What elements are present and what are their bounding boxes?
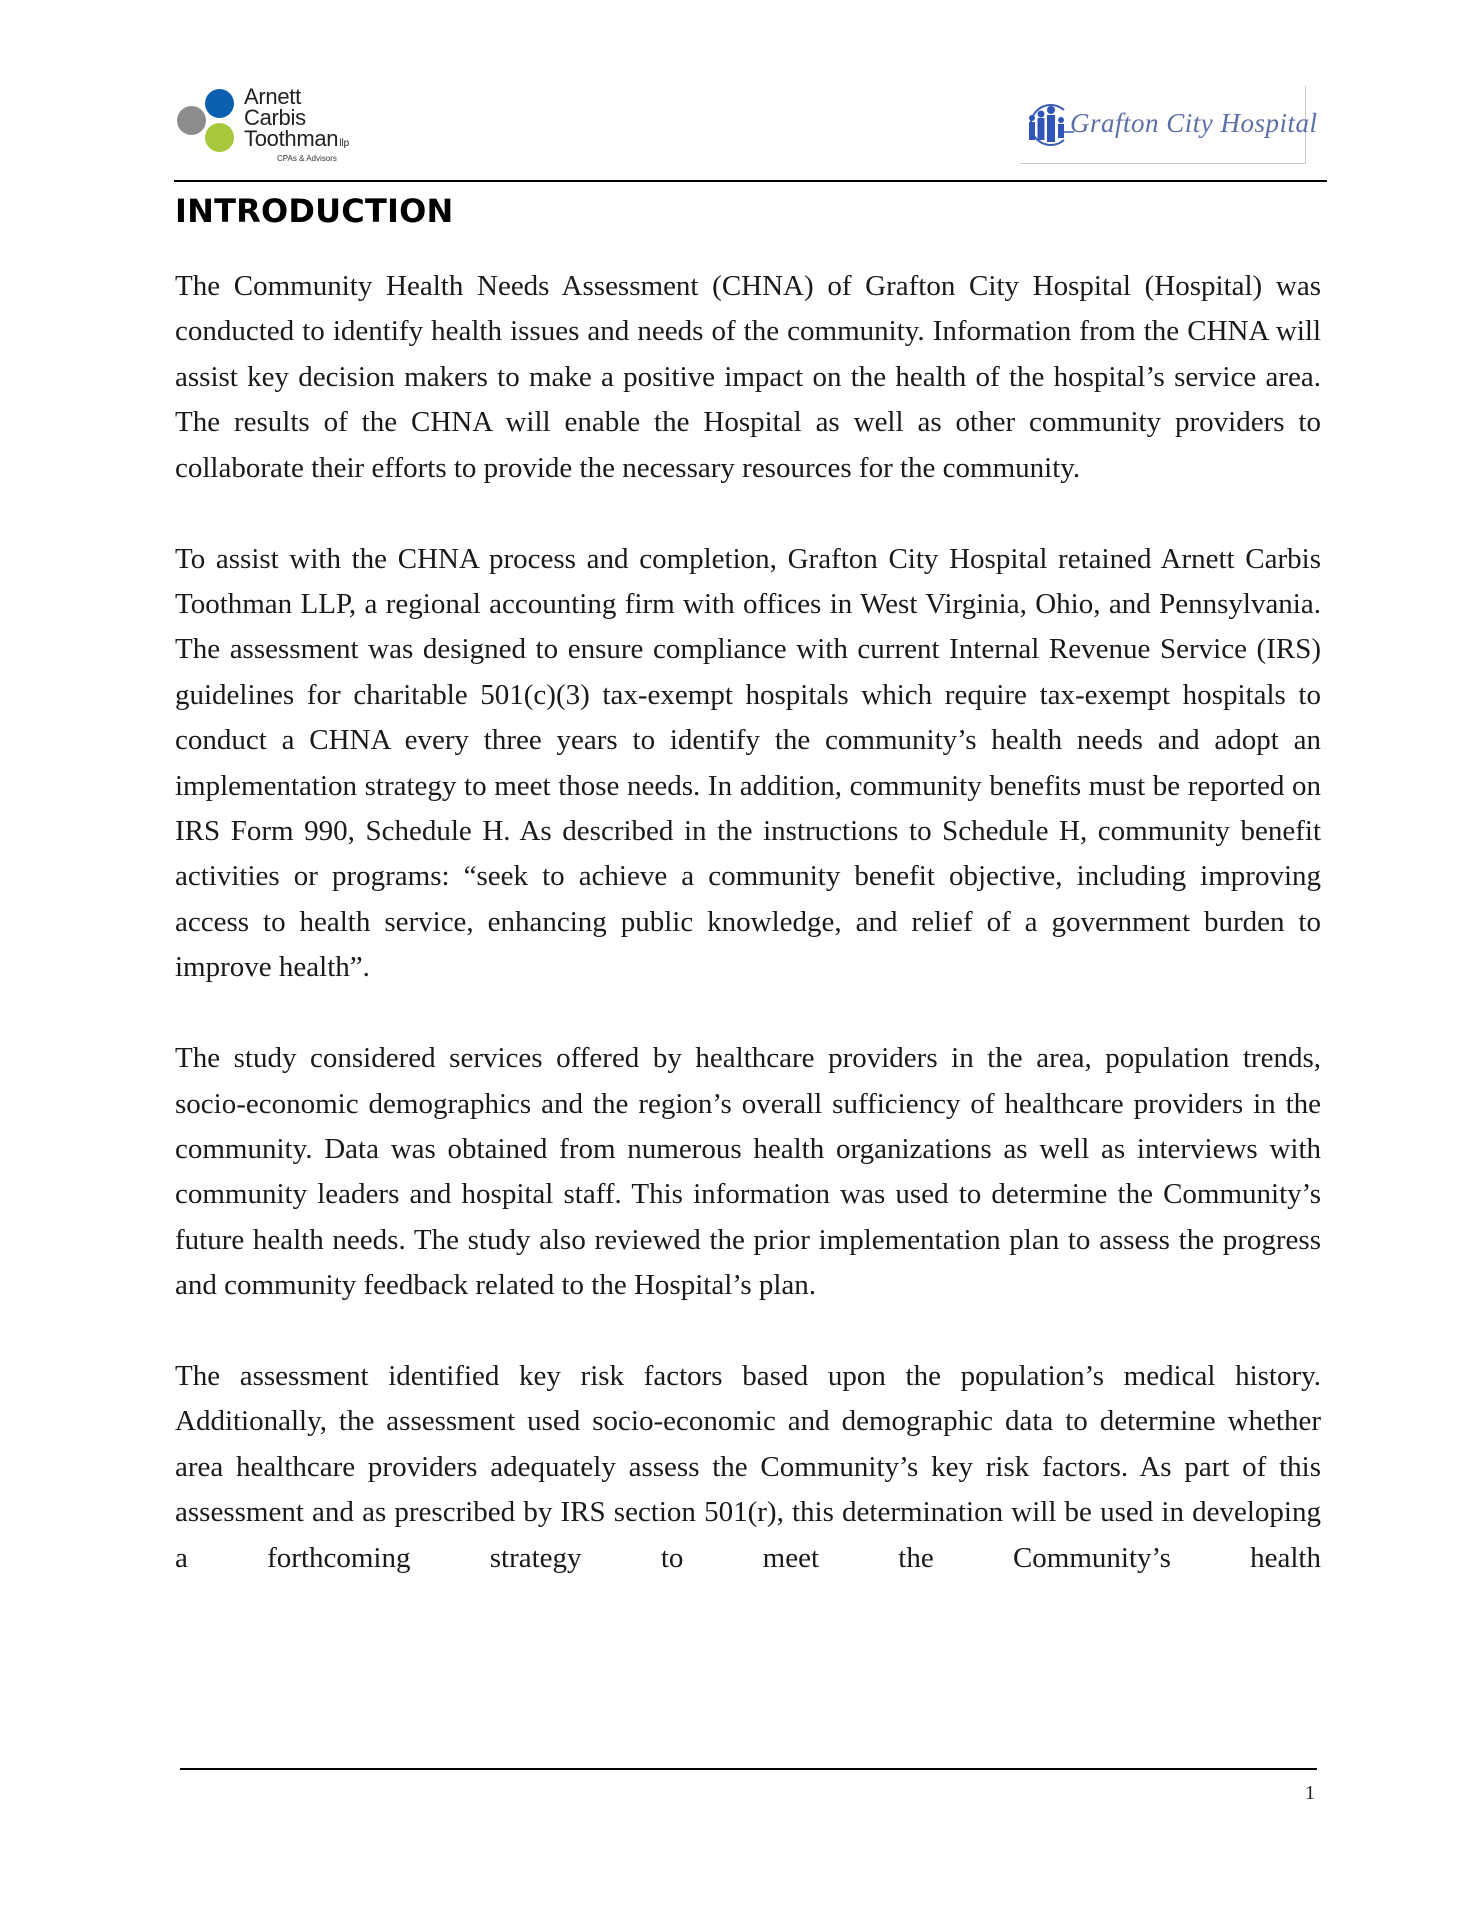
body-text	[175, 264, 1321, 1581]
paragraph-1: The Community Health Needs Assessment (CHNA) of Grafton City Hospital (Hospital) was conducted to identify health issues and needs of the community. Information from the CHNA will assist key decision makers to make a positive impact on the health of the hospital’s service area. The results of the CHNA will enable the Hospital as well as other community providers to collaborate their efforts to provide the necessary resources for the community.	[175, 270, 1321, 484]
footer-divider	[180, 1768, 1317, 1770]
hospital-people-icon	[1024, 102, 1074, 148]
firm-name	[244, 86, 349, 154]
firm-suffix: llp	[339, 138, 350, 149]
logo-gray-circle-icon	[177, 106, 206, 135]
logo-green-circle-icon	[205, 123, 234, 152]
header-divider	[174, 180, 1327, 182]
paragraph-4: The assessment identified key risk factors based upon the population’s medical history. Additionally, the assessment used socio-economic and demographic data to determine whether area healthcare providers adequately assess the Community’s key risk factors. As part of this assessment and as prescribed by IRS section 501(r), this determination will be used in developing a forthcoming strategy to meet the Community’s health	[175, 1360, 1321, 1574]
paragraph-2: To assist with the CHNA process and completion, Grafton City Hospital retained Arnett Carbis Toothman LLP, a regional accounting firm with offices in West Virginia, Ohio, and Pennsylvania. The assessment was designed to ensure compliance with current Internal Revenue Service (IRS) guidelines for charitable 501(c)(3) tax-exempt hospitals which require tax-exempt hospitals to conduct a CHNA every three years to identify the community’s health needs and adopt an implementation strategy to meet those needs. In addition, community benefits must be reported on IRS Form 990, Schedule H. As described in the instructions to Schedule H, community benefit activities or programs: “seek to achieve a community benefit objective, including improving access to health service, enhancing public knowledge, and relief of a government burden to improve health”.	[175, 542, 1321, 984]
hospital-name: Grafton City Hospital	[1070, 108, 1318, 138]
firm-name-line-3	[244, 128, 349, 154]
firm-name-line-3-text: Toothman	[244, 126, 339, 151]
grafton-city-hospital-logo	[1020, 86, 1318, 164]
section-title: INTRODUCTION	[175, 192, 454, 230]
logo-blue-circle-icon	[205, 89, 234, 118]
firm-tagline: CPAs & Advisors	[277, 154, 337, 163]
firm-name-line-2: Carbis	[244, 105, 306, 130]
paragraph-3: The study considered services offered by healthcare providers in the area, population trends, socio-economic demographics and the region’s overall sufficiency of healthcare providers in the community. Data was obtained from numerous health organizations as well as interviews with community leaders and hospital staff. This information was used to determine the Community’s future health needs. The study also reviewed the prior implementation plan to assess the progress and community feedback related to the Hospital’s plan.	[175, 1042, 1321, 1302]
page-number: 1	[1305, 1782, 1315, 1804]
arnett-carbis-toothman-logo	[175, 86, 375, 172]
firm-name-line-1: Arnett	[244, 84, 301, 109]
